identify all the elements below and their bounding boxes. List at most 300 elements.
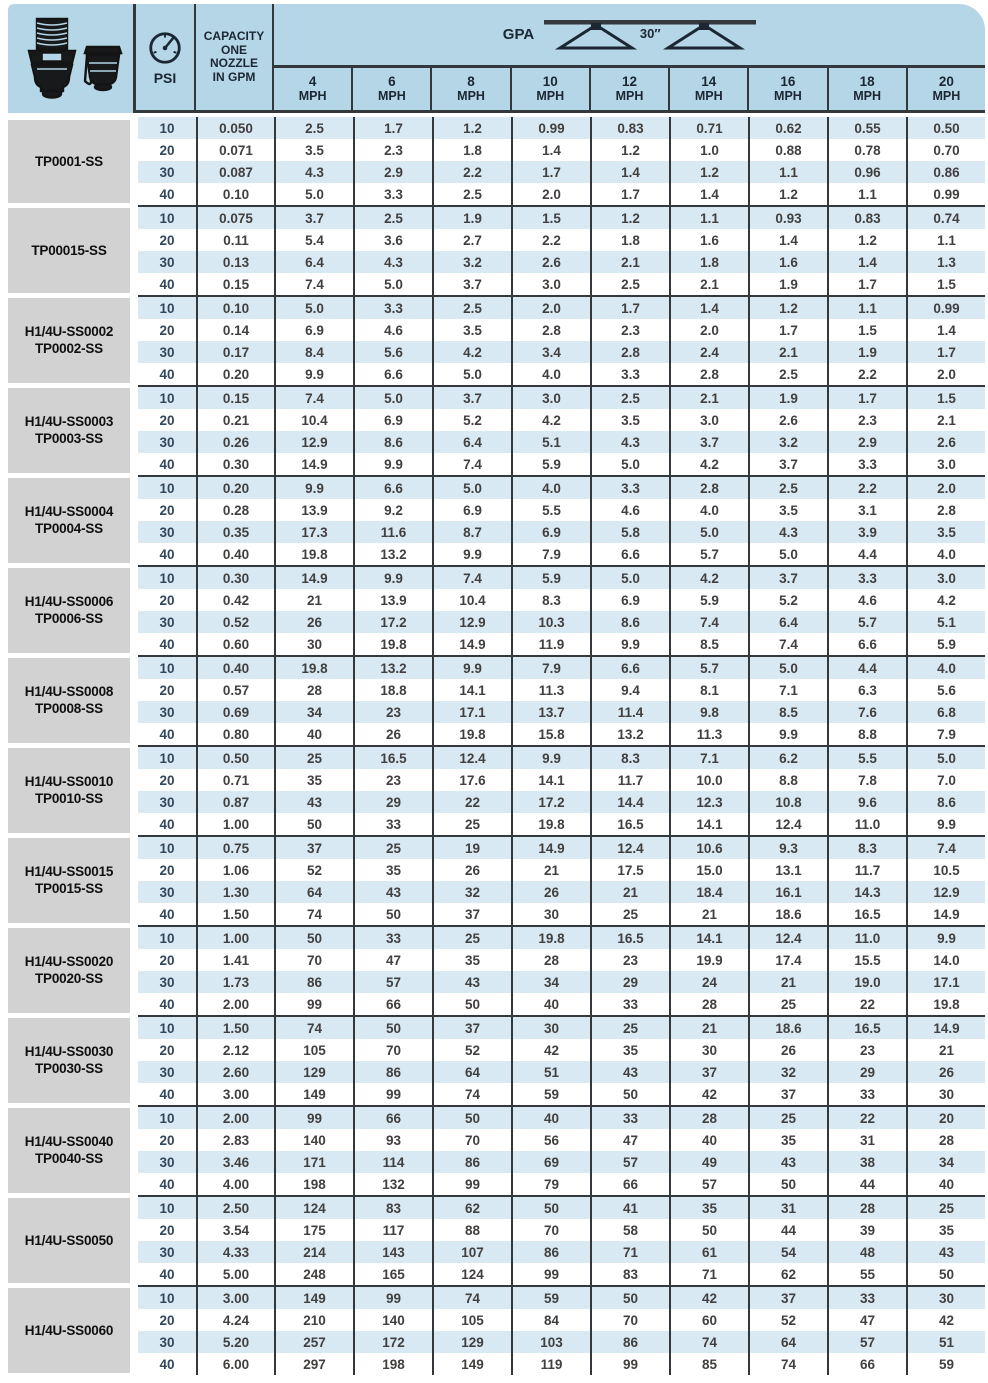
gpa-value: 3.3: [590, 363, 669, 385]
psi-value: 20: [159, 412, 175, 428]
group-rows: [138, 745, 985, 835]
gpa-value: 23: [353, 701, 432, 723]
gpa-value: 0.99: [511, 117, 590, 139]
gpa-value: 71: [669, 1263, 748, 1285]
gpa-value: 7.9: [906, 723, 985, 745]
table-row: [138, 229, 985, 251]
gpa-value: 17.2: [353, 611, 432, 633]
gpa-value: 99: [274, 993, 353, 1015]
gpa-value: 5.0: [274, 297, 353, 319]
speed-value: 12: [621, 74, 637, 89]
gpa-value: 50: [432, 993, 511, 1015]
table-row: [138, 319, 985, 341]
gpa-value: 50: [906, 1263, 985, 1285]
gpa-value: 33: [353, 813, 432, 835]
gpa-value: 29: [827, 1061, 906, 1083]
gpa-value: 52: [748, 1309, 827, 1331]
gpa-value: 5.8: [590, 521, 669, 543]
gpa-value: 13.2: [590, 723, 669, 745]
gpa-value: 132: [353, 1173, 432, 1195]
speed-unit: MPH: [298, 89, 327, 103]
gpa-value: 40: [669, 1129, 748, 1151]
gpa-value: 14.4: [590, 791, 669, 813]
table-row: [138, 701, 985, 723]
gpa-value: 24: [669, 971, 748, 993]
gpa-value: 99: [274, 1107, 353, 1129]
gpa-value: 4.0: [511, 477, 590, 499]
gpa-value: 149: [274, 1287, 353, 1309]
speed-header: [906, 68, 985, 110]
gpa-value: 165: [353, 1263, 432, 1285]
gpa-value: 16.5: [353, 747, 432, 769]
gpa-value: 9.9: [590, 633, 669, 655]
gpa-value: 38: [827, 1151, 906, 1173]
psi-value: 40: [159, 906, 175, 922]
gpa-value: 19.8: [353, 633, 432, 655]
model-name: TP0008-SS: [35, 701, 103, 716]
gpa-value: 25: [590, 903, 669, 925]
gpm-value: 0.050: [196, 117, 274, 139]
table-group: [8, 1285, 985, 1375]
gpa-value: 11.3: [669, 723, 748, 745]
gpa-value: 12.4: [432, 747, 511, 769]
gpa-value: 7.8: [827, 769, 906, 791]
gpa-value: 3.0: [906, 453, 985, 475]
gpa-value: 5.0: [353, 387, 432, 409]
gpa-value: 49: [669, 1151, 748, 1173]
gpa-value: 14.1: [432, 679, 511, 701]
gpa-value: 2.5: [748, 477, 827, 499]
gpa-value: 149: [432, 1353, 511, 1375]
gpa-value: 25: [590, 1017, 669, 1039]
gpa-value: 5.9: [906, 633, 985, 655]
gpa-value: 19.8: [274, 543, 353, 565]
gpa-value: 3.7: [432, 387, 511, 409]
gpa-value: 0.93: [748, 207, 827, 229]
gpa-value: 1.2: [827, 229, 906, 251]
psi-value: 10: [159, 120, 175, 136]
gpa-value: 18.4: [669, 881, 748, 903]
table-row: [138, 1151, 985, 1173]
gpa-value: 70: [274, 949, 353, 971]
gpa-value: 26: [511, 881, 590, 903]
gpa-value: 210: [274, 1309, 353, 1331]
gpa-value: 50: [274, 927, 353, 949]
gpa-value: 2.8: [669, 363, 748, 385]
gpa-value: 3.9: [827, 521, 906, 543]
gpa-value: 129: [274, 1061, 353, 1083]
table-row: [138, 993, 985, 1015]
table-row: [138, 657, 985, 679]
gpa-value: 99: [590, 1353, 669, 1375]
gpa-value: 0.88: [748, 139, 827, 161]
gpa-value: 2.2: [827, 477, 906, 499]
psi-value: 20: [159, 1132, 175, 1148]
gpm-value: 0.80: [196, 723, 274, 745]
gpa-value: 8.3: [827, 837, 906, 859]
gpa-value: 5.0: [748, 543, 827, 565]
gpa-value: 17.6: [432, 769, 511, 791]
gpm-value: 1.41: [196, 949, 274, 971]
gpm-value: 1.30: [196, 881, 274, 903]
gpa-value: 14.9: [906, 1017, 985, 1039]
gpa-value: 86: [274, 971, 353, 993]
gpa-value: 149: [274, 1083, 353, 1105]
table-row: [138, 1017, 985, 1039]
gpa-value: 2.5: [590, 273, 669, 295]
gpa-value: 10.6: [669, 837, 748, 859]
gpa-value: 1.4: [906, 319, 985, 341]
gpa-value: 105: [274, 1039, 353, 1061]
table-row: [138, 273, 985, 295]
gpm-value: 1.00: [196, 813, 274, 835]
gpa-value: 29: [353, 791, 432, 813]
gpa-value: 11.0: [827, 813, 906, 835]
gpm-value: 3.54: [196, 1219, 274, 1241]
gpa-value: 48: [827, 1241, 906, 1263]
gpa-value: 6.4: [432, 431, 511, 453]
gpa-value: 23: [590, 949, 669, 971]
gpa-value: 43: [590, 1061, 669, 1083]
gpa-value: 8.3: [590, 747, 669, 769]
psi-value: 20: [159, 592, 175, 608]
gpa-value: 1.7: [827, 273, 906, 295]
gpa-value: 129: [432, 1331, 511, 1353]
gpa-value: 1.7: [590, 297, 669, 319]
psi-value: 30: [159, 614, 175, 630]
gpa-value: 9.8: [669, 701, 748, 723]
gpa-value: 59: [511, 1287, 590, 1309]
gpa-value: 3.5: [748, 499, 827, 521]
gpm-value: 0.60: [196, 633, 274, 655]
gpm-value: 0.87: [196, 791, 274, 813]
gpa-value: 4.0: [906, 657, 985, 679]
gpa-value: 32: [432, 881, 511, 903]
gpa-value: 70: [432, 1129, 511, 1151]
gpa-value: 5.1: [906, 611, 985, 633]
gpa-value: 33: [590, 993, 669, 1015]
gpa-value: 2.3: [353, 139, 432, 161]
speed-unit: MPH: [377, 89, 406, 103]
psi-value: 30: [159, 434, 175, 450]
gpa-value: 11.9: [511, 633, 590, 655]
psi-value: 40: [159, 186, 175, 202]
speeds-header: [272, 4, 985, 110]
table-row: [138, 791, 985, 813]
gpa-value: 5.7: [669, 543, 748, 565]
gpa-value: 21: [906, 1039, 985, 1061]
psi-value: 30: [159, 1244, 175, 1260]
gpa-value: 47: [827, 1309, 906, 1331]
gpa-value: 1.1: [906, 229, 985, 251]
gpa-value: 37: [274, 837, 353, 859]
gpa-value: 34: [274, 701, 353, 723]
gpa-value: 25: [353, 837, 432, 859]
gpa-value: 3.3: [827, 567, 906, 589]
gpa-value: 6.4: [748, 611, 827, 633]
gpa-value: 1.6: [669, 229, 748, 251]
gpa-value: 3.5: [590, 409, 669, 431]
gpa-value: 5.4: [274, 229, 353, 251]
psi-value: 10: [159, 390, 175, 406]
psi-value: 30: [159, 794, 175, 810]
gpa-value: 17.4: [748, 949, 827, 971]
gpa-value: 40: [511, 1107, 590, 1129]
gpa-value: 66: [353, 993, 432, 1015]
gpa-value: 58: [590, 1219, 669, 1241]
psi-value: 10: [159, 570, 175, 586]
gpa-value: 11.4: [590, 701, 669, 723]
gpa-value: 4.4: [827, 543, 906, 565]
speed-unit: MPH: [774, 89, 802, 103]
gpa-value: 14.1: [511, 769, 590, 791]
psi-value: 30: [159, 254, 175, 270]
gpa-value: 33: [590, 1107, 669, 1129]
gpm-value: 0.20: [196, 477, 274, 499]
gpa-value: 1.9: [748, 273, 827, 295]
gpa-value: 16.5: [590, 927, 669, 949]
table-group: [8, 925, 985, 1015]
gpm-value: 0.13: [196, 251, 274, 273]
gpa-value: 19.8: [274, 657, 353, 679]
speed-header: [351, 68, 430, 110]
gpa-value: 25: [906, 1197, 985, 1219]
model-name: TP0001-SS: [35, 153, 103, 169]
table-row: [138, 363, 985, 385]
gpa-value: 2.6: [906, 431, 985, 453]
gpa-value: 17.2: [511, 791, 590, 813]
model-name: H1/4U-SS0030: [24, 1044, 114, 1059]
group-rows: [138, 385, 985, 475]
gpa-value: 30: [906, 1287, 985, 1309]
model-name: H1/4U-SS0002: [24, 324, 114, 339]
gpa-value: 5.7: [669, 657, 748, 679]
gpa-value: 2.1: [590, 251, 669, 273]
gpa-value: 86: [511, 1241, 590, 1263]
gpa-value: 33: [353, 927, 432, 949]
gpa-value: 9.9: [432, 657, 511, 679]
gpa-value: 26: [274, 611, 353, 633]
gpa-value: 5.6: [353, 341, 432, 363]
model-name: TP0002-SS: [35, 341, 103, 356]
gpa-value: 40: [274, 723, 353, 745]
gpa-value: 37: [748, 1287, 827, 1309]
table-row: [138, 813, 985, 835]
gpa-value: 7.4: [906, 837, 985, 859]
gpa-value: 37: [432, 1017, 511, 1039]
gpa-value: 31: [748, 1197, 827, 1219]
table-row: [138, 1353, 985, 1375]
gpa-value: 57: [669, 1173, 748, 1195]
gpa-value: 6.4: [274, 251, 353, 273]
speed-unit: MPH: [694, 89, 723, 103]
model-label: [8, 478, 130, 563]
gpa-value: 16.1: [748, 881, 827, 903]
gpa-value: 0.62: [748, 117, 827, 139]
table-row: [138, 679, 985, 701]
gpa-value: 117: [353, 1219, 432, 1241]
model-label: [8, 208, 130, 293]
gpa-value: 8.8: [748, 769, 827, 791]
gpa-value: 74: [432, 1083, 511, 1105]
model-label: [8, 1288, 130, 1373]
spray-pattern: [544, 17, 756, 53]
gpa-value: 1.4: [590, 161, 669, 183]
group-rows: [138, 1195, 985, 1285]
gpa-value: 3.7: [748, 567, 827, 589]
gpa-value: 5.7: [827, 611, 906, 633]
model-name: H1/4U-SS0050: [24, 1232, 114, 1248]
gpa-value: 2.6: [748, 409, 827, 431]
gpa-value: 2.0: [511, 183, 590, 205]
gpa-value: 50: [353, 1017, 432, 1039]
table-group: [8, 1195, 985, 1285]
group-rows: [138, 295, 985, 385]
gpm-value: 0.26: [196, 431, 274, 453]
gpa-value: 8.6: [590, 611, 669, 633]
model-name: H1/4U-SS0010: [24, 774, 114, 789]
gpa-value: 14.1: [669, 927, 748, 949]
gpa-value: 5.5: [827, 747, 906, 769]
model-name: H1/4U-SS0006: [24, 594, 114, 609]
table-row: [138, 477, 985, 499]
table-row: [138, 769, 985, 791]
psi-value: 20: [159, 862, 175, 878]
gpa-value: 2.5: [353, 207, 432, 229]
header-right: [133, 4, 985, 113]
model-label: [8, 388, 130, 473]
gpa-value: 14.9: [432, 633, 511, 655]
group-rows: [138, 655, 985, 745]
nozzle-image-cell: [8, 4, 133, 113]
gpa-value: 6.3: [827, 679, 906, 701]
gpa-value: 21: [511, 859, 590, 881]
gpa-value: 2.9: [353, 161, 432, 183]
gpa-value: 1.2: [748, 183, 827, 205]
gpa-value: 3.5: [432, 319, 511, 341]
psi-value: 10: [159, 930, 175, 946]
gpa-value: 21: [748, 971, 827, 993]
gpa-value: 19.8: [511, 813, 590, 835]
gpa-value: 71: [590, 1241, 669, 1263]
gpa-value: 119: [511, 1353, 590, 1375]
gpa-value: 14.1: [669, 813, 748, 835]
gpa-value: 30: [906, 1083, 985, 1105]
model-name: H1/4U-SS0003: [24, 414, 114, 429]
gpa-value: 14.0: [906, 949, 985, 971]
speed-value: 4: [308, 74, 317, 89]
gpm-value: 0.17: [196, 341, 274, 363]
gpa-value: 5.0: [669, 521, 748, 543]
gpa-value: 57: [590, 1151, 669, 1173]
gpa-value: 5.0: [590, 453, 669, 475]
gpa-value: 11.3: [511, 679, 590, 701]
table-group: [8, 1015, 985, 1105]
gpa-value: 171: [274, 1151, 353, 1173]
gpa-value: 5.2: [748, 589, 827, 611]
gpa-value: 9.3: [748, 837, 827, 859]
gpa-value: 85: [669, 1353, 748, 1375]
gpa-value: 28: [906, 1129, 985, 1151]
nozzle-tips-icon: [15, 11, 127, 107]
table-row: [138, 1061, 985, 1083]
gpa-value: 14.9: [511, 837, 590, 859]
gpa-value: 26: [353, 723, 432, 745]
model-name: TP0040-SS: [35, 1151, 103, 1166]
table-row: [138, 633, 985, 655]
gpa-value: 37: [669, 1061, 748, 1083]
gpa-value: 57: [827, 1331, 906, 1353]
gpa-value: 3.1: [827, 499, 906, 521]
gpa-value: 172: [353, 1331, 432, 1353]
table-row: [138, 837, 985, 859]
gpa-value: 43: [353, 881, 432, 903]
model-name: TP0006-SS: [35, 611, 103, 626]
gpa-value: 11.6: [353, 521, 432, 543]
model-label: [8, 1198, 130, 1283]
gpa-value: 74: [669, 1331, 748, 1353]
gpa-value: 8.6: [353, 431, 432, 453]
gpa-value: 51: [511, 1061, 590, 1083]
psi-value: 30: [159, 1154, 175, 1170]
gpa-value: 5.2: [432, 409, 511, 431]
psi-value: 40: [159, 1266, 175, 1282]
model-name: TP00015-SS: [31, 242, 107, 258]
gpa-value: 1.7: [353, 117, 432, 139]
gpa-value: 7.4: [274, 273, 353, 295]
capacity-line: IN GPM: [212, 69, 256, 84]
gpa-value: 1.6: [748, 251, 827, 273]
gpa-value: 34: [511, 971, 590, 993]
table-row: [138, 431, 985, 453]
group-rows: [138, 925, 985, 1015]
table-row: [138, 927, 985, 949]
gpa-value: 16.5: [827, 903, 906, 925]
gpa-value: 12.9: [274, 431, 353, 453]
gpa-value: 3.0: [511, 273, 590, 295]
gpa-value: 3.3: [827, 453, 906, 475]
gpa-value: 42: [669, 1083, 748, 1105]
table-row: [138, 1197, 985, 1219]
gpa-value: 124: [432, 1263, 511, 1285]
gpm-value: 0.30: [196, 567, 274, 589]
gpa-value: 13.2: [353, 657, 432, 679]
table-row: [138, 1173, 985, 1195]
gpa-value: 5.5: [511, 499, 590, 521]
gpa-value: 10.4: [274, 409, 353, 431]
psi-value: 20: [159, 682, 175, 698]
gpa-value: 99: [432, 1173, 511, 1195]
gpm-value: 0.075: [196, 207, 274, 229]
speed-value: 14: [701, 74, 717, 89]
table-group: [8, 475, 985, 565]
model-name: H1/4U-SS0060: [24, 1322, 114, 1338]
gpa-value: 70: [511, 1219, 590, 1241]
gpm-value: 0.40: [196, 543, 274, 565]
gpa-value: 2.8: [511, 319, 590, 341]
gpa-value: 2.0: [511, 297, 590, 319]
gpa-value: 12.3: [669, 791, 748, 813]
gpa-value: 140: [274, 1129, 353, 1151]
gpa-value: 2.5: [274, 117, 353, 139]
gpa-value: 1.4: [669, 297, 748, 319]
gpa-value: 28: [669, 1107, 748, 1129]
gpa-value: 175: [274, 1219, 353, 1241]
gpa-value: 1.4: [748, 229, 827, 251]
table-row: [138, 453, 985, 475]
psi-value: 20: [159, 1312, 175, 1328]
gpa-value: 19.0: [827, 971, 906, 993]
